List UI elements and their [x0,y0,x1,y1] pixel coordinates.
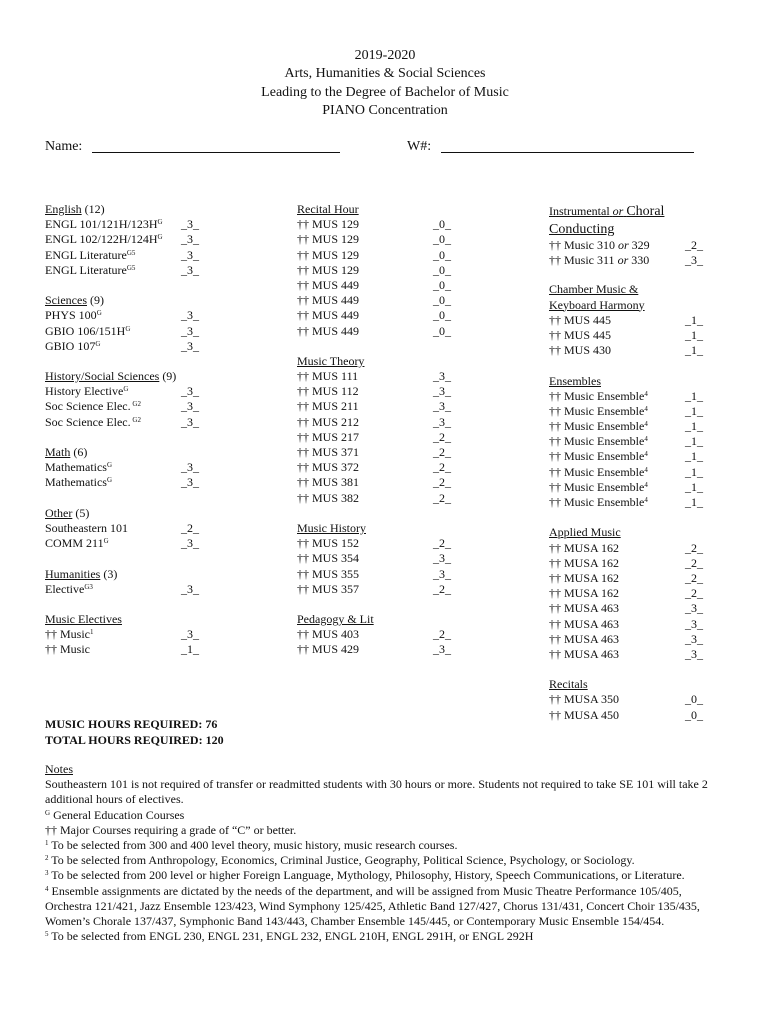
section-heading: Music Theory [297,353,365,368]
course-row: †† Music Ensemble$^4$ _1_ [549,495,703,509]
note-4: $^4$ Ensemble assignments are dictated by the needs of the department, and will be assigned from Music Theatre Performance 105/405, Orchestra 121/421, Jazz Ensemble 123/423, Wind Symphony 125/425, Athletic Band 127/427, Chorus 131/431, Concert Choir 135/435, Women’s Chorale 137/437, Symphonic Band 143/443, Chamber Ensemble 145/445, or Contemporary Music Ensemble 154/454. [45,883,700,929]
course-row: Mathematics$^G$ _3_ [45,460,199,475]
course-row: †† Music$^1$ _3_ [45,627,199,642]
course-row: †† MUS 355 _3_ [297,566,451,581]
note-general-education: $^G$ General Education Courses [45,807,185,822]
note-2: $^2$ To be selected from Anthropology, Economics, Criminal Justice, Geography, Political Science, Psychology, or Sociology. [45,853,635,868]
course-row: ENGL $102/122H/124H^G$ _3_ [45,232,199,247]
course-row: †† MUS 382 _2_ [297,490,451,505]
course-row: †† MUS 129 _0_ [297,217,451,232]
section-heading: Sciences (9) [45,293,104,308]
course-row: †† Music Ensemble$^4$ _1_ [549,464,703,479]
section-heading: Humanities (3) [45,566,118,581]
course-row: †† MUS 429 _3_ [297,642,451,657]
header-concentration: PIANO Concentration [322,103,448,118]
section-heading: Instrumental or Choral [549,204,665,219]
course-row: †† Music Ensemble$^4$ _1_ [549,419,703,434]
section-heading: Other (5) [45,505,90,520]
note-major-courses: †† Major Courses requiring a grade of “C” or better. [45,822,297,837]
left-column [45,202,275,658]
course-row: †† MUSA 162 _2_ [549,586,703,601]
course-row: †† MUS 111 _3_ [297,369,451,384]
course-row: †† MUS 129 _0_ [297,232,451,247]
section-heading: Recitals [549,677,588,692]
course-row: †† MUS 152 _2_ [297,536,451,551]
name-field-line[interactable] [92,152,340,153]
course-row: †† MUS 449 _0_ [297,308,451,323]
course-row: Soc Science Elec. $^{G2}$ _3_ [45,414,199,429]
course-row: †† Music Ensemble$^4$ _1_ [549,449,703,464]
course-row: COMM $211^G$ _3_ [45,536,199,551]
middle-column [297,202,497,658]
note-5: $^5$ To be selected from ENGL 230, ENGL 231, ENGL 232, ENGL 210H, ENGL 291H, or ENGL 292H [45,929,534,944]
course-row: †† MUSA 162 _2_ [549,570,703,585]
course-row: †† MUS 372 _2_ [297,460,451,475]
section-heading: Music Electives [45,612,122,627]
total-hours-required: TOTAL HOURS REQUIRED: 120 [45,733,224,747]
course-row: †† MUS 449 _0_ [297,277,451,292]
course-row: †† MUS 112 _3_ [297,384,451,399]
section-heading: History/Social Sciences (9) [45,369,177,384]
course-row: †† MUS 211 _3_ [297,399,451,414]
section-heading: Music History [297,520,366,535]
section-heading: Ensembles [549,373,601,388]
course-row: Mathematics$^G$ _3_ [45,475,199,490]
section-heading: Chamber Music & [549,282,639,297]
course-row: †† MUS 129 _0_ [297,262,451,277]
course-row: †† MUSA 450 _0_ [549,707,703,722]
course-row: †† MUS 381 _2_ [297,475,451,490]
course-row: †† MUSA 350 _0_ [549,692,703,707]
course-row: GBIO $106/151H^G$ _3_ [45,323,199,338]
course-row: †† MUS 445 _1_ [549,327,703,342]
course-row: †† Music _1_ [45,642,199,657]
course-row: GBIO $107^G$ _3_ [45,338,199,353]
course-row: †† Music 311 or 330 _3_ [549,253,703,268]
note-3: $^3$ To be selected from 200 level or higher Foreign Language, Mythology, Philosophy, History, Speech Communications, or Literature. [45,868,685,883]
section-heading: English (12) [45,202,105,216]
w-number-label: W#: [407,139,432,154]
section-heading: Recital Hour [297,202,359,216]
note-1: $^1$ To be selected from 300 and 400 level theory, music history, music research courses. [45,838,458,853]
course-row: PHYS $100^G$ _3_ [45,308,199,323]
course-row: †† MUS 371 _2_ [297,445,451,459]
course-row: †† Music Ensemble$^4$ _1_ [549,434,703,449]
course-row: Elective$^{G3}$ _3_ [45,581,199,596]
course-row: †† MUS 449 _0_ [297,323,451,338]
section-heading: Pedagogy & Lit [297,612,374,627]
course-row: †† MUSA 463 _3_ [549,601,703,616]
course-row: †† MUSA 463 _3_ [549,646,703,661]
course-row: Soc Science Elec. $^{G2}$ _3_ [45,399,199,414]
course-row: ENGL Literature$^{G5}$ _3_ [45,247,199,262]
course-row: †† Music Ensemble$^4$ _1_ [549,403,703,418]
course-row: ENGL $101/121H/123H^G$ _3_ [45,217,199,232]
course-row: †† MUS 449 _0_ [297,293,451,308]
course-row: †† Music 310 or 329 _2_ [549,238,703,252]
course-row: ENGL Literature$^{G5}$ _3_ [45,262,199,277]
course-row: †† MUSA 463 _3_ [549,631,703,646]
section-heading-cont: Keyboard Harmony [549,297,645,312]
name-label: Name: [45,139,83,154]
course-row: †† Music Ensemble$^4$ _1_ [549,388,703,403]
music-hours-required: MUSIC HOURS REQUIRED: 76 [45,717,218,731]
course-row: †† MUS 354 _3_ [297,551,451,566]
course-row: †† MUS 445 _1_ [549,312,703,327]
right-column [549,202,729,723]
w-number-field-line[interactable] [441,152,694,153]
course-row: †† MUS 212 _3_ [297,414,451,429]
course-row: †† MUS 430 _1_ [549,343,703,358]
course-row: †† Music Ensemble$^4$ _1_ [549,479,703,494]
course-row: †† MUS 357 _2_ [297,581,451,596]
header-college: Arts, Humanities & Social Sciences [284,66,486,81]
course-row: †† MUS 403 _2_ [297,627,451,642]
course-row: †† MUSA 162 _2_ [549,555,703,570]
header-year: 2019-2020 [354,48,416,63]
section-heading-cont: Conducting [549,222,615,237]
notes-section [45,762,725,944]
course-row: †† MUSA 162 _2_ [549,540,703,555]
note-se101: Southeastern 101 is not required of transfer or readmitted students with 30 hours or more. Students not required to take SE 101 will take 2 additional hours of electives. [45,777,708,807]
course-row: History Elective$^G$ _3_ [45,384,199,399]
course-row: †† MUS 129 _0_ [297,247,451,262]
course-row: †† MUS 217 _2_ [297,429,451,444]
section-heading: Applied Music [549,525,621,540]
notes-heading: Notes [45,762,73,776]
course-row: Southeastern 101 _2_ [45,520,199,535]
section-heading: Math (6) [45,445,88,459]
course-row: †† MUSA 463 _3_ [549,616,703,631]
header-degree: Leading to the Degree of Bachelor of Music [261,85,509,100]
